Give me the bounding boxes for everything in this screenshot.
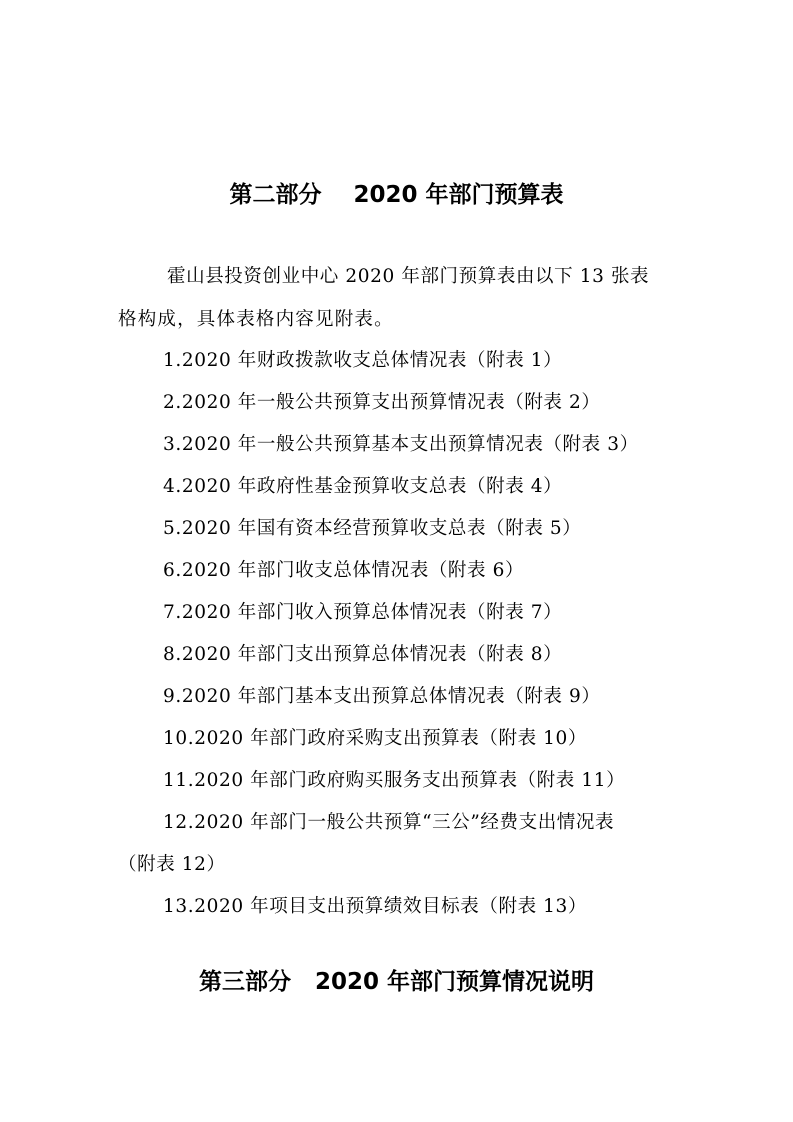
list-item: 1.2020 年财政拨款收支总体情况表（附表 1）	[163, 350, 563, 371]
list-item: 8.2020 年部门支出预算总体情况表（附表 8）	[163, 644, 563, 665]
list-item: 5.2020 年国有资本经营预算收支总表（附表 5）	[163, 518, 582, 539]
list-item-wrapped	[0, 808, 793, 892]
part3-heading: 第三部分 2020 年部门预算情况说明	[198, 969, 595, 995]
budget-table-list	[0, 346, 793, 934]
list-item: 11.2020 年部门政府购买服务支出预算表（附表 11）	[163, 770, 626, 791]
list-item: 7.2020 年部门收入预算总体情况表（附表 7）	[163, 602, 563, 623]
list-item: 2.2020 年一般公共预算支出预算情况表（附表 2）	[163, 392, 601, 413]
list-item: 9.2020 年部门基本支出预算总体情况表（附表 9）	[163, 686, 601, 707]
intro-paragraph-line1: 霍山县投资创业中心 2020 年部门预算表由以下 13 张表	[167, 266, 650, 287]
intro-paragraph-line2: 格构成，具体表格内容见附表。	[118, 309, 394, 330]
list-item-continuation: （附表 12）	[118, 854, 226, 875]
list-item: 13.2020 年项目支出预算绩效目标表（附表 13）	[163, 896, 588, 917]
list-item: 3.2020 年一般公共预算基本支出预算情况表（附表 3）	[163, 434, 639, 455]
list-item: 6.2020 年部门收支总体情况表（附表 6）	[163, 560, 525, 581]
part2-heading: 第二部分 2020 年部门预算表	[229, 182, 564, 208]
list-item-text: 12.2020 年部门一般公共预算“三公”经费支出情况表	[163, 812, 615, 833]
list-item: 4.2020 年政府性基金预算收支总表（附表 4）	[163, 476, 563, 497]
list-item: 10.2020 年部门政府采购支出预算表（附表 10）	[163, 728, 588, 749]
